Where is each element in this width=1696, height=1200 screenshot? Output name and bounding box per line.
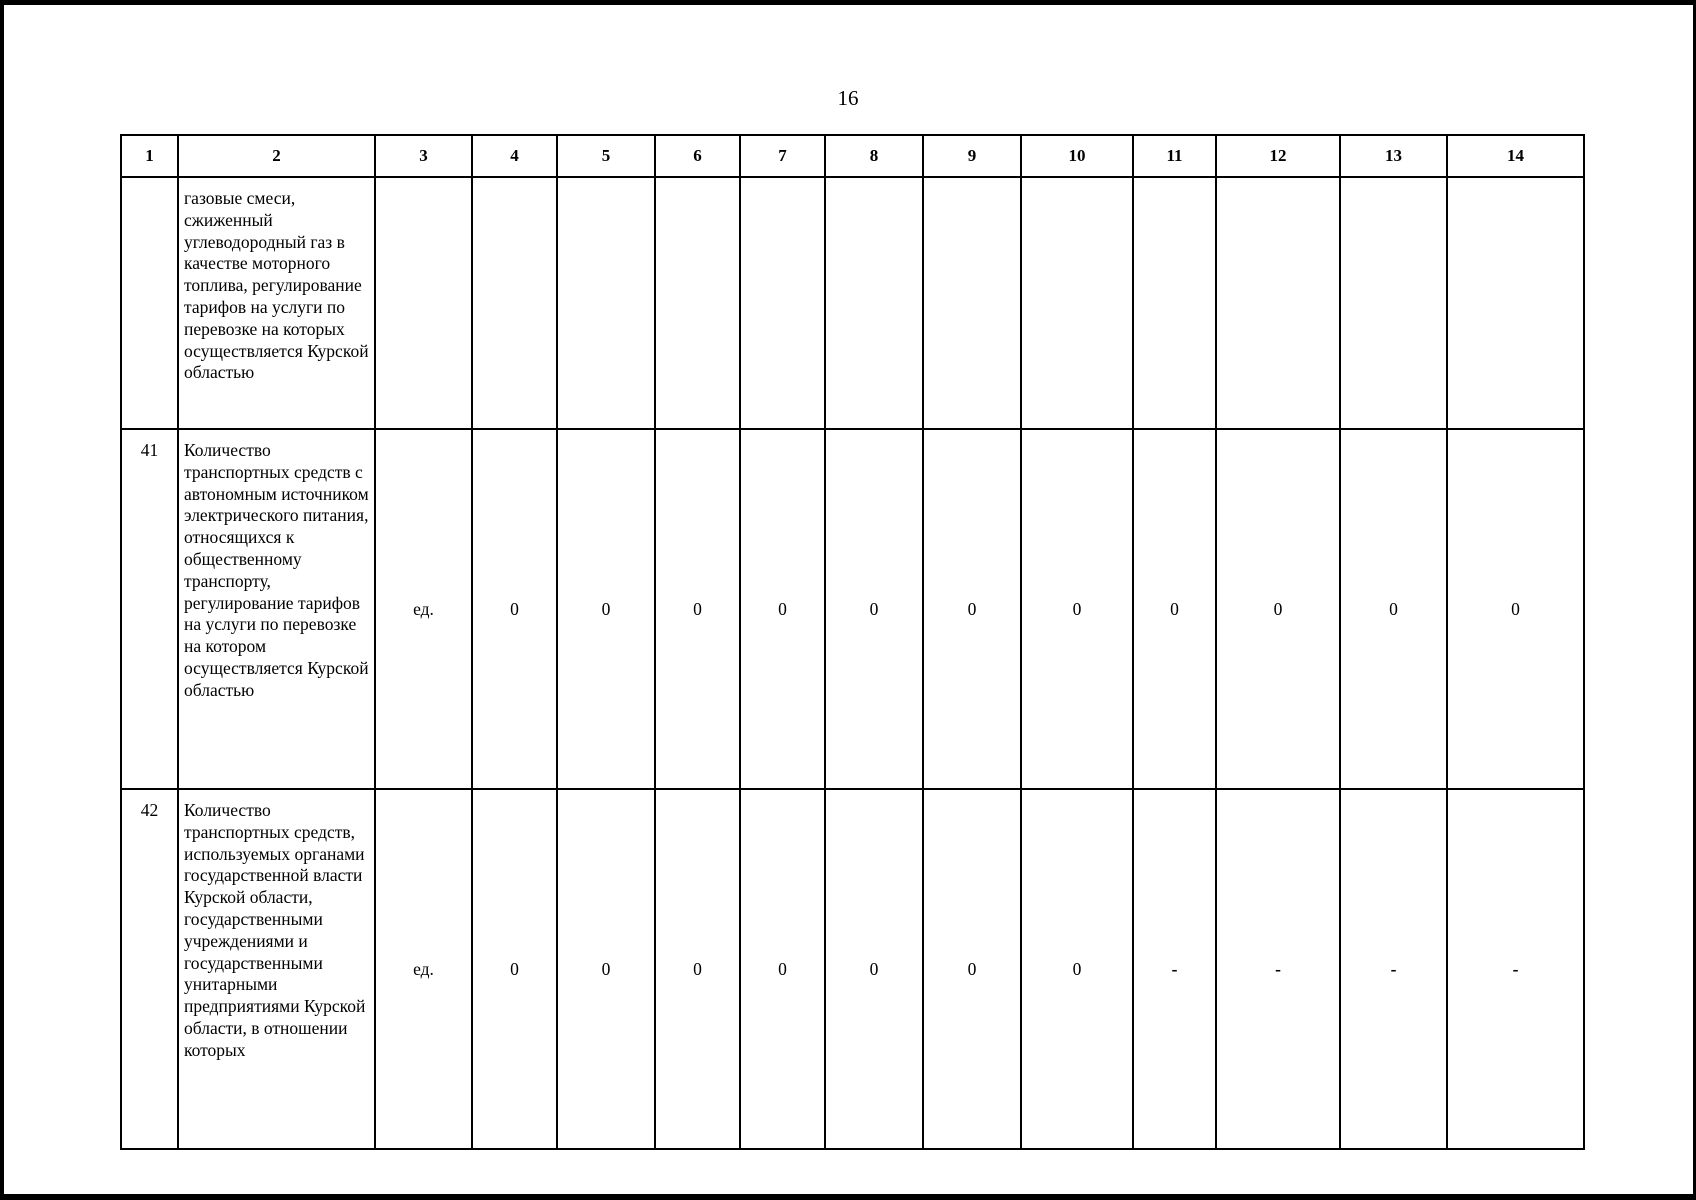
column-header: 5 xyxy=(557,135,655,177)
table-cell: 0 xyxy=(557,429,655,789)
table-cell xyxy=(923,177,1021,429)
row-description: Количество транспортных средств, используемых органами государственной власти Курской области, государственными учреждениями и государственными унитарными предприятиями Курской области, в отношении которых xyxy=(178,789,375,1149)
indicators-table xyxy=(120,134,1585,1150)
table-cell: 0 xyxy=(1021,789,1133,1149)
column-header: 3 xyxy=(375,135,472,177)
table-cell: 0 xyxy=(825,789,923,1149)
table-cell: 0 xyxy=(923,789,1021,1149)
table-cell: - xyxy=(1216,789,1340,1149)
table-cell: 0 xyxy=(655,789,740,1149)
column-header: 7 xyxy=(740,135,825,177)
column-header: 11 xyxy=(1133,135,1216,177)
table-cell xyxy=(1216,177,1340,429)
row-number: 41 xyxy=(121,429,178,789)
column-header: 10 xyxy=(1021,135,1133,177)
column-header: 9 xyxy=(923,135,1021,177)
table-cell: - xyxy=(1447,789,1584,1149)
table-cell xyxy=(557,177,655,429)
table-row xyxy=(121,789,1584,1149)
table-cell: 0 xyxy=(825,429,923,789)
column-header: 14 xyxy=(1447,135,1584,177)
table-cell: 0 xyxy=(557,789,655,1149)
table-cell xyxy=(655,177,740,429)
row-unit: ед. xyxy=(375,429,472,789)
table-cell: 0 xyxy=(1216,429,1340,789)
column-header: 8 xyxy=(825,135,923,177)
row-number: 42 xyxy=(121,789,178,1149)
column-header: 6 xyxy=(655,135,740,177)
table-cell xyxy=(740,177,825,429)
table-cell: 0 xyxy=(472,429,557,789)
row-description: Количество транспортных средств с автономным источником электрического питания, относящихся к общественному транспорту, регулирование тарифов на услуги по перевозке на котором осуществляется Курской областью xyxy=(178,429,375,789)
table-cell: 0 xyxy=(1447,429,1584,789)
table-cell: 0 xyxy=(1133,429,1216,789)
table-cell xyxy=(1340,177,1447,429)
row-number xyxy=(121,177,178,429)
table-cell xyxy=(1133,177,1216,429)
page-number: 16 xyxy=(837,86,859,110)
row-unit xyxy=(375,177,472,429)
table-cell: 0 xyxy=(740,789,825,1149)
column-header: 2 xyxy=(178,135,375,177)
table-row xyxy=(121,429,1584,789)
table-cell: 0 xyxy=(472,789,557,1149)
table-row xyxy=(121,177,1584,429)
table-cell xyxy=(1021,177,1133,429)
table-cell: 0 xyxy=(1340,429,1447,789)
table-cell: - xyxy=(1133,789,1216,1149)
table-cell: 0 xyxy=(923,429,1021,789)
table-header-row xyxy=(121,135,1584,177)
column-header: 13 xyxy=(1340,135,1447,177)
table-cell: 0 xyxy=(740,429,825,789)
table-cell xyxy=(825,177,923,429)
table-cell: 0 xyxy=(655,429,740,789)
table-cell: - xyxy=(1340,789,1447,1149)
row-unit: ед. xyxy=(375,789,472,1149)
table-cell: 0 xyxy=(1021,429,1133,789)
row-description: газовые смеси, сжиженный углеводородный газ в качестве моторного топлива, регулирование тарифов на услуги по перевозке на которых осуществляется Курской областью xyxy=(178,177,375,429)
column-header: 4 xyxy=(472,135,557,177)
table-cell xyxy=(1447,177,1584,429)
column-header: 12 xyxy=(1216,135,1340,177)
column-header: 1 xyxy=(121,135,178,177)
table-cell xyxy=(472,177,557,429)
